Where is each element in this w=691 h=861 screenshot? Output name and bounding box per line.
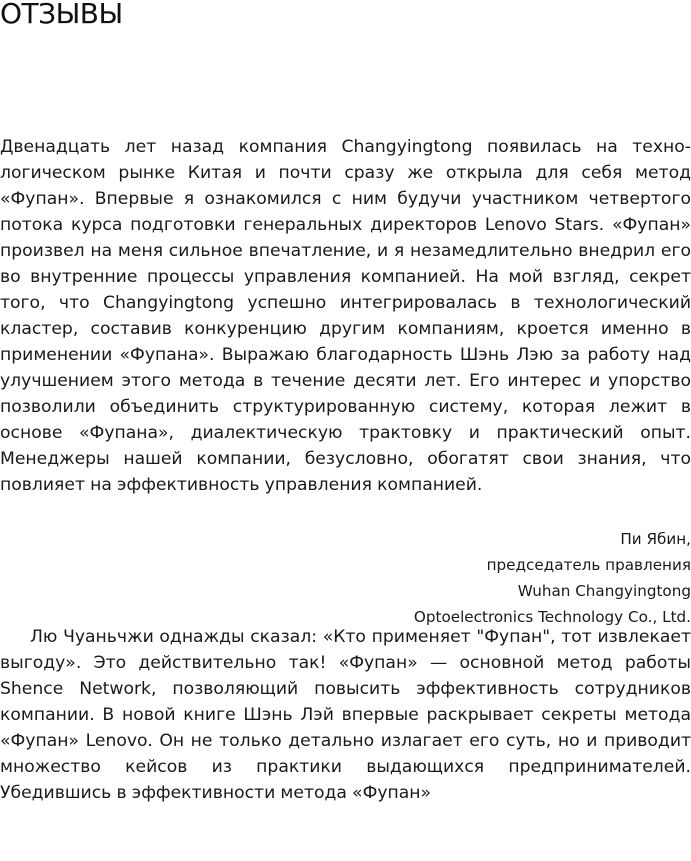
signature-company-line-2: Optoelectronics Technology Co., Ltd. — [413, 608, 691, 626]
review-1-signature — [191, 526, 691, 630]
signature-company-line-1: Wuhan Changyingtong — [517, 582, 691, 600]
page-heading: ОТЗЫВЫ — [0, 0, 123, 30]
review-paragraph-2: Лю Чуаньчжи однажды сказал: «Кто применяет "Фупан", тот извлекает выгоду». Это действительно так! «Фупан» — основной метод работы Shence Network, позволяющий повысить эффективность сотрудников компании. В новой книге Шэнь Лэй впервые раскрывает секреты метода «Фупан» Lenovo. Он не только детально излагает его суть, но и приводит множество кейсов из практики выдающихся предпринимателей. Убедившись в эффективности метода «Фупан» — [0, 627, 691, 803]
signature-name: Пи Ябин, — [620, 530, 691, 548]
signature-position: председатель правления — [486, 556, 691, 574]
review-paragraph-1: Двенадцать лет назад компания Changyingtong появилась на технологическом рынке Китая и почти сразу же открыла для себя метод «Фупан». Впервые я ознакомился с ним будучи участником четвертого потока курса подготовки генеральных директоров Lenovo Stars. «Фупан» произвел на меня сильное впечатление, и я незамедлительно внедрил его во внутренние процессы управления компанией. На мой взгляд, секрет того, что Changyingtong успешно интегрировалась в технологический кластер, составив конкуренцию другим компаниям, кроется именно в применении «Фупана». Выражаю благодарность Шэнь Лэю за работу над улучшением этого метода в течение десяти лет. Его интерес и упорство позволили объединить структурированную систему, которая лежит в основе «Фупана», диалектическую трактовку и практический опыт. Менеджеры нашей компании, безусловно, обогатят свои знания, что повлияет на эффективность управления компанией. — [0, 137, 691, 495]
